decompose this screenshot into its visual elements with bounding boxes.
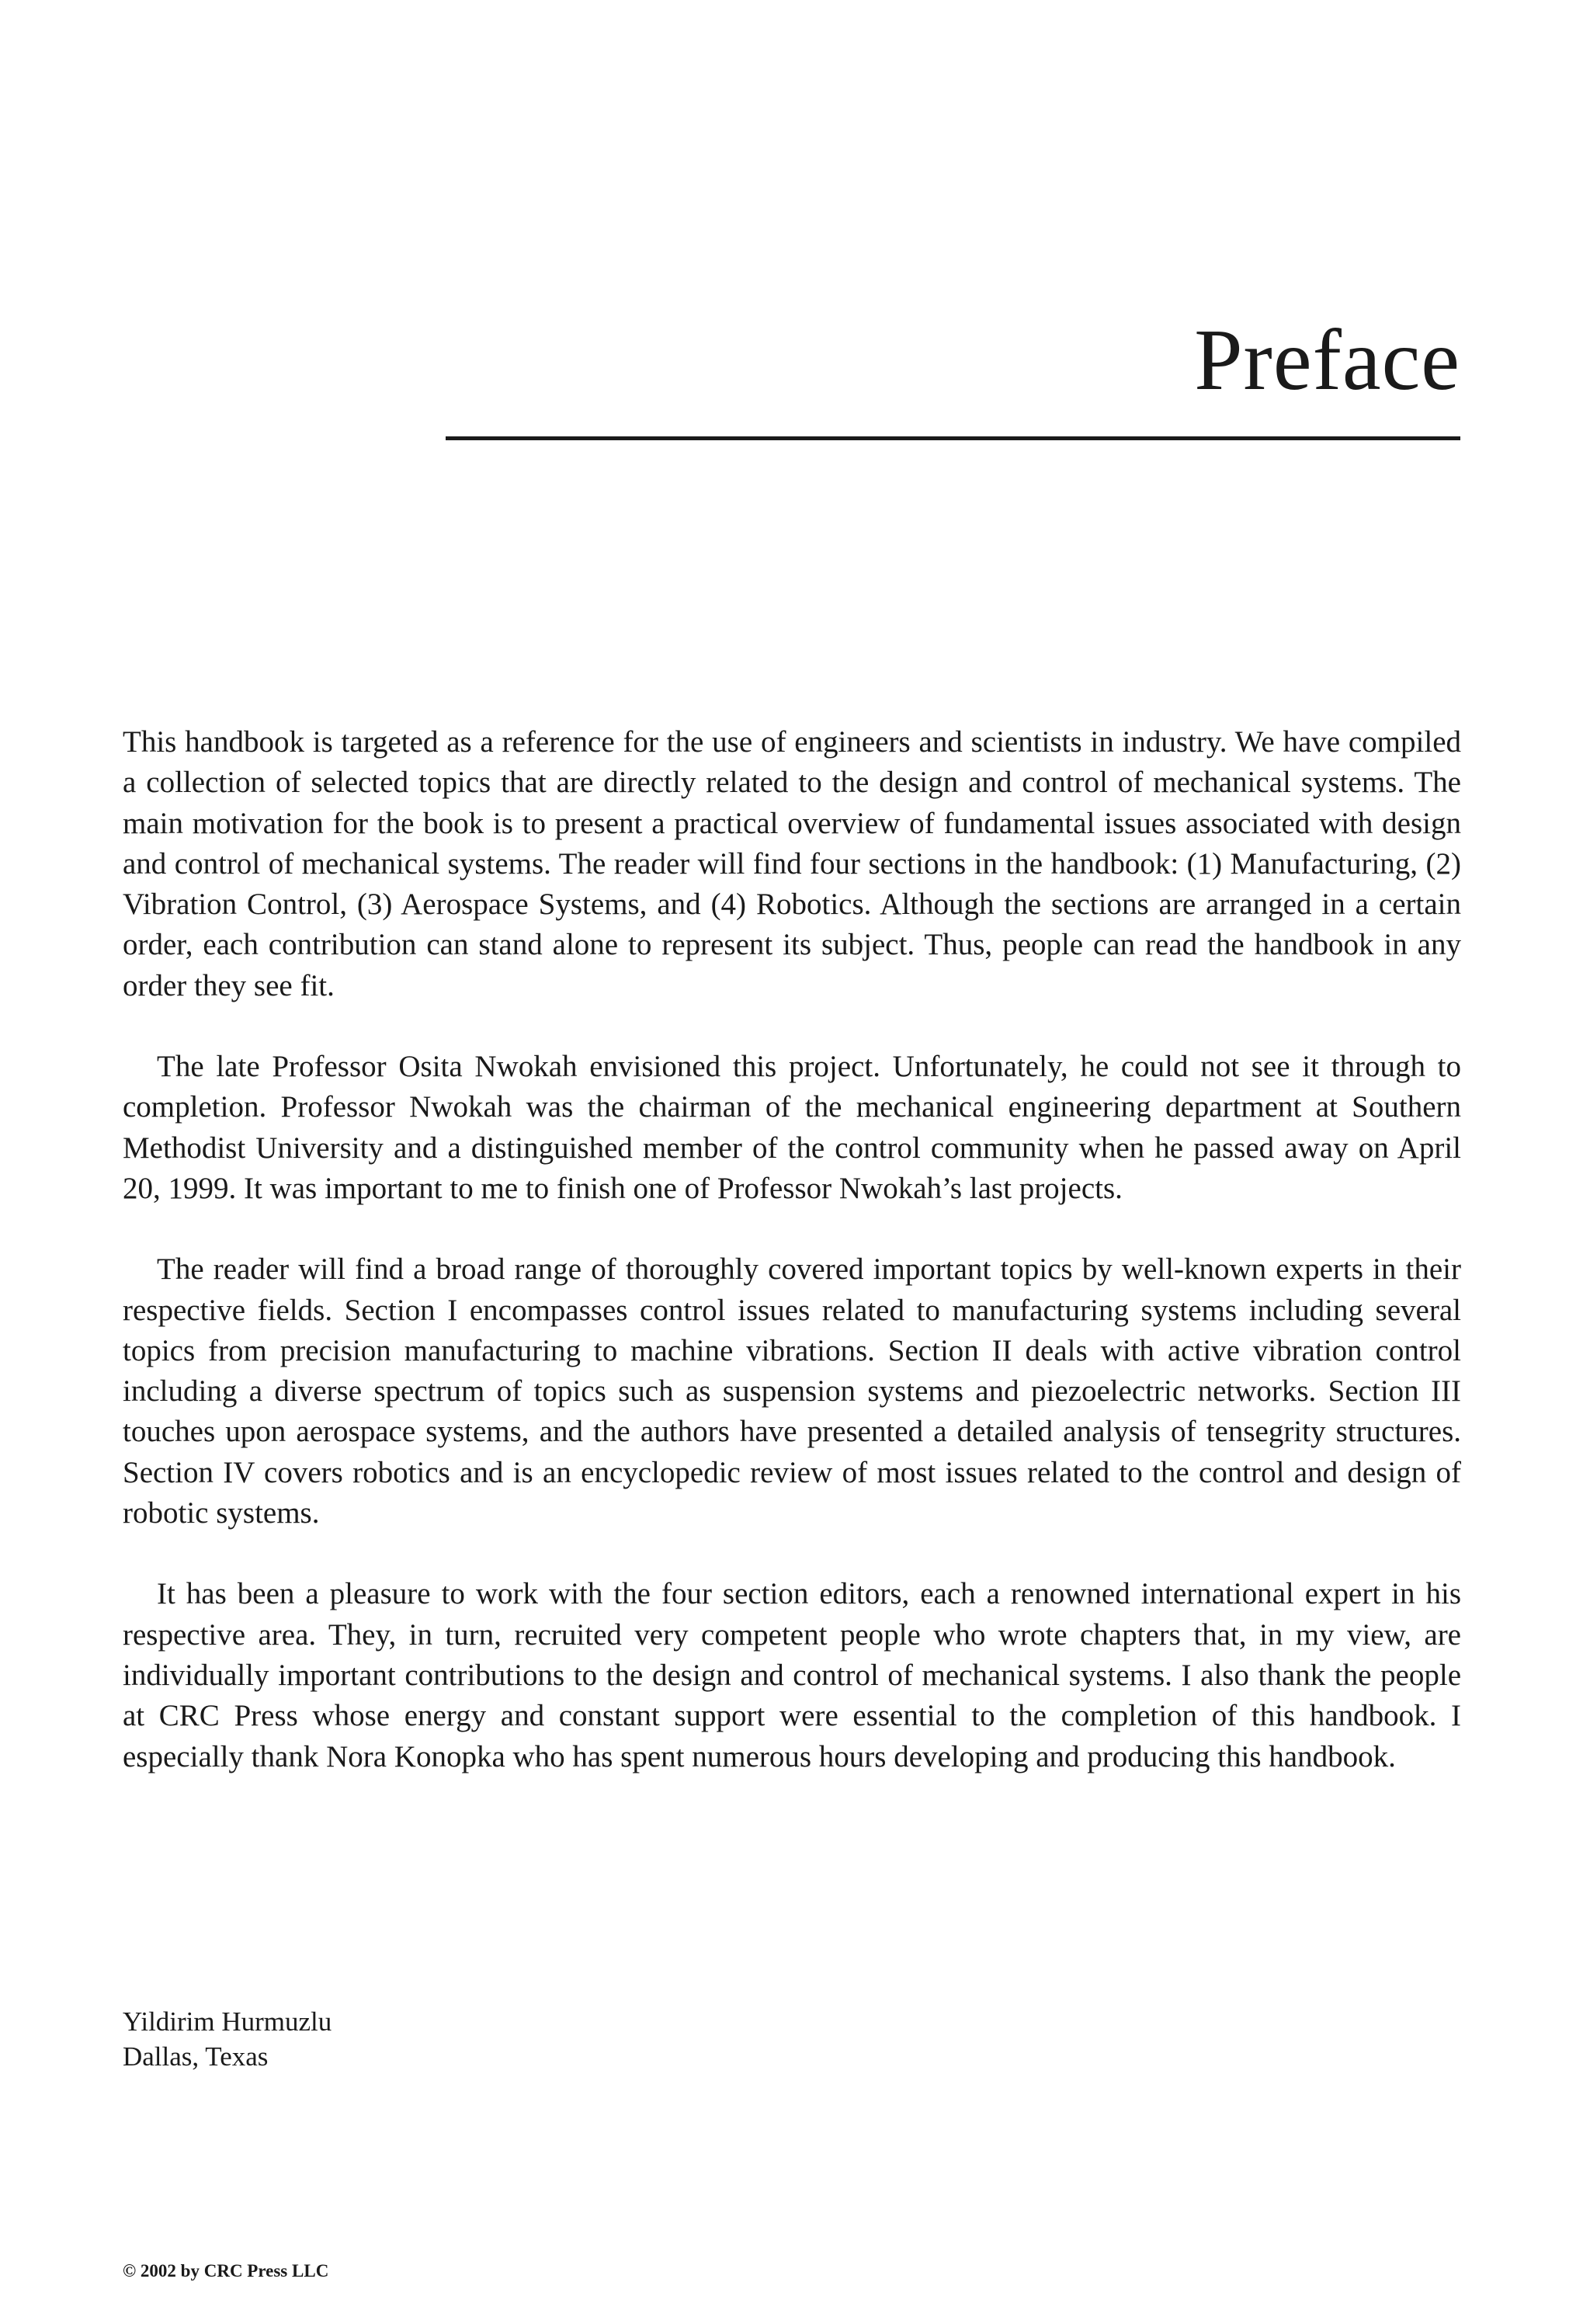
copyright-notice: © 2002 by CRC Press LLC	[123, 2261, 329, 2281]
paragraph-3: The reader will find a broad range of thoroughly covered important topics by well-known experts in their respective fields. Section I encompasses control issues related to manufacturing systems including several topics from precision manufacturing to machine vibrations. Section II deals with active vibration control including a diverse spectrum of topics such as suspension systems and piezoelectric networks. Section III touches upon aerospace systems, and the authors have presented a detailed analysis of tensegrity structures. Section IV covers robotics and is an encyclopedic review of most issues related to the control and design of robotic systems.	[123, 1252, 1461, 1530]
paragraph-4: It has been a pleasure to work with the four section editors, each a renowned international expert in his respective area. They, in turn, recruited very competent people who wrote chapters that, in my view, are individually important contributions to the design and control of mechanical systems. I also thank the people at CRC Press whose energy and constant support were essential to the completion of this handbook. I especially thank Nora Konopka who has spent numerous hours developing and producing this handbook.	[123, 1577, 1461, 1773]
author-location: Dallas, Texas	[123, 2041, 269, 2072]
paragraph-1: This handbook is targeted as a reference for the use of engineers and scientists in industry. We have compiled a collection of selected topics that are directly related to the design and control of mechanical systems. The main motivation for the book is to present a practical overview of fundamental issues associated with design and control of mechanical systems. The reader will find four sections in the handbook: (1) Manufacturing, (2) Vibration Control, (3) Aerospace Systems, and (4) Robotics. Although the sections are arranged in a certain order, each contribution can stand alone to represent its subject. Thus, people can read the handbook in any order they see fit.	[123, 725, 1461, 1002]
author-name: Yildirim Hurmuzlu	[123, 2006, 332, 2037]
paragraph-2: The late Professor Osita Nwokah envisioned this project. Unfortunately, he could not see it through to completion. Professor Nwokah was the chairman of the mechanical engineering department at Southern Methodist University and a distinguished member of the control community when he passed away on April 20, 1999. It was important to me to finish one of Professor Nwokah’s last projects.	[123, 1050, 1461, 1205]
preface-body	[123, 722, 1461, 1818]
title-underline-rule	[446, 436, 1460, 440]
signature-block	[123, 2004, 332, 2074]
page-title: Preface	[1194, 312, 1460, 408]
